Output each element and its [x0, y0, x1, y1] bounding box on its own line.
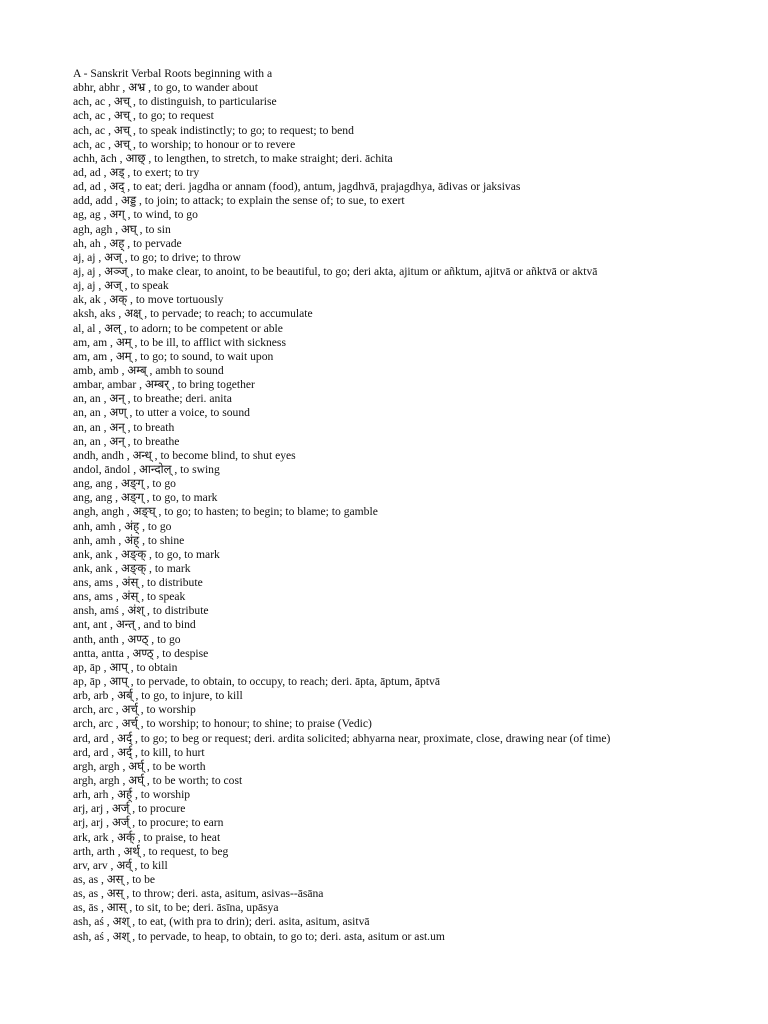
- root-entry-line: anh, amh , अंह् , to shine: [73, 533, 185, 547]
- root-entry-line: aj, aj , अज् , to speak: [73, 279, 169, 293]
- root-entry-line: ad, ad , अड् , to exert; to try: [73, 165, 200, 179]
- root-entry-line: ap, āp , आप् , to obtain: [73, 660, 178, 674]
- root-entry-line: arh, arh , अर्ह् , to worship: [73, 788, 191, 802]
- root-entry-line: am, am , अम् , to be ill, to afflict with sickness: [73, 335, 286, 349]
- root-entry-line: arch, arc , अर्च् , to worship; to honour; to shine; to praise (Vedic): [73, 717, 372, 731]
- document-page: [73, 67, 753, 944]
- root-entry-line: ach, ac , अच् , to go; to request: [73, 109, 214, 123]
- root-entry-line: aksh, aks , अक्ष् , to pervade; to reach; to accumulate: [73, 307, 313, 321]
- root-entry-line: ambar, ambar , अम्बर् , to bring together: [73, 378, 255, 392]
- root-entry-line: ah, ah , अह् , to pervade: [73, 236, 182, 250]
- root-entry-line: aj, aj , अञ्ज् , to make clear, to anoint, to be beautiful, to go; deri akta, ajitum or añktum, ajitvā or añktvā or aktvā: [73, 264, 598, 278]
- root-entry-line: argh, argh , अर्घ् , to be worth; to cost: [73, 774, 243, 788]
- root-entry-line: ach, ac , अच् , to distinguish, to particularise: [73, 95, 277, 109]
- root-entry-line: ad, ad , अद् , to eat; deri. jagdha or annam (food), antum, jagdhvā, prajagdhya, ādivas or jaksivas: [73, 180, 521, 194]
- root-entry-line: arch, arc , अर्च् , to worship: [73, 703, 196, 717]
- document-title: A - Sanskrit Verbal Roots beginning with a: [73, 67, 273, 80]
- root-entry-line: al, al , अल् , to adorn; to be competent or able: [73, 321, 283, 335]
- root-entry-line: arv, arv , अर्व् , to kill: [73, 858, 168, 872]
- root-entry-line: ank, ank , अङ्क् , to go, to mark: [73, 547, 220, 561]
- root-entry-line: amb, amb , अम्ब् , ambh to sound: [73, 363, 224, 377]
- root-entry-line: ach, ac , अच् , to speak indistinctly; to go; to request; to bend: [73, 123, 354, 137]
- root-entry-line: as, as , अस् , to be: [73, 873, 156, 887]
- root-entry-line: am, am , अम् , to go; to sound, to wait upon: [73, 349, 274, 363]
- root-entry-line: ap, āp , आप् , to pervade, to obtain, to occupy, to reach; deri. āpta, āptum, āptvā: [73, 675, 440, 689]
- root-entry-line: add, add , अड्ड , to join; to attack; to explain the sense of; to sue, to exert: [73, 194, 405, 208]
- root-entry-line: agh, agh , अघ् , to sin: [73, 222, 171, 236]
- root-entry-line: abhr, abhr , अभ्र , to go, to wander about: [73, 81, 258, 95]
- root-entry-line: ach, ac , अच् , to worship; to honour or to revere: [73, 137, 296, 151]
- root-entry-line: as, as , अस् , to throw; deri. asta, asitum, asivas--āsāna: [73, 887, 324, 901]
- root-entry-line: ag, ag , अग् , to wind, to go: [73, 208, 198, 222]
- root-entry-line: anh, amh , अंह् , to go: [73, 519, 172, 533]
- root-entry-line: ans, ams , अंस् , to speak: [73, 590, 186, 604]
- root-entry-line: aj, aj , अज् , to go; to drive; to throw: [73, 250, 241, 264]
- root-entry-line: andh, andh , अन्ध् , to become blind, to shut eyes: [73, 448, 296, 462]
- root-entry-line: arj, arj , अर्ज् , to procure: [73, 802, 186, 816]
- root-entry-line: arb, arb , अर्ब् , to go, to injure, to kill: [73, 689, 243, 703]
- root-entry-line: ang, ang , अङ्ग् , to go, to mark: [73, 491, 218, 505]
- root-entry-line: argh, argh , अर्घ् , to be worth: [73, 759, 206, 773]
- root-entry-line: ash, aś , अश् , to eat, (with pra to drin); deri. asita, asitum, asitvā: [73, 915, 370, 929]
- root-entry-line: ans, ams , अंस् , to distribute: [73, 576, 203, 590]
- root-entry-line: as, ās , आस् , to sit, to be; deri. āsīna, upāsya: [73, 901, 279, 915]
- root-entry-line: arth, arth , अर्थ् , to request, to beg: [73, 844, 229, 858]
- root-entry-line: an, an , अन् , to breathe: [73, 434, 180, 448]
- root-entry-line: achh, āch , आछ् , to lengthen, to stretch, to make straight; deri. āchita: [73, 151, 393, 165]
- root-entry-line: ak, ak , अक् , to move tortuously: [73, 293, 224, 307]
- root-entry-line: antta, antta , अण्ठ् , to despise: [73, 646, 209, 660]
- root-entry-line: arj, arj , अर्ज् , to procure; to earn: [73, 816, 224, 830]
- root-entry-line: ant, ant , अन्त् , and to bind: [73, 618, 196, 632]
- root-entry-line: andol, āndol , आन्दोल् , to swing: [73, 462, 220, 476]
- root-entry-line: ansh, amś , अंश् , to distribute: [73, 604, 209, 618]
- root-entry-line: an, an , अन् , to breath: [73, 420, 175, 434]
- root-entry-line: an, an , अन् , to breathe; deri. anita: [73, 392, 232, 406]
- root-entry-line: ard, ard , अर्द् , to go; to beg or request; deri. ardita solicited; abhyarna near, proximate, close, drawing near (of time): [73, 731, 611, 745]
- root-entry-list: [73, 81, 753, 944]
- root-entry-line: an, an , अण् , to utter a voice, to sound: [73, 406, 250, 420]
- root-entry-line: angh, angh , अङ्घ् , to go; to hasten; to begin; to blame; to gamble: [73, 505, 378, 519]
- root-entry-line: ard, ard , अर्द् , to kill, to hurt: [73, 745, 205, 759]
- root-entry-line: ark, ark , अर्क् , to praise, to heat: [73, 830, 221, 844]
- root-entry-line: ash, aś , अश् , to pervade, to heap, to obtain, to go to; deri. asta, asitum or ast.um: [73, 929, 445, 943]
- root-entry-line: ang, ang , अङ्ग् , to go: [73, 477, 176, 491]
- root-entry-line: ank, ank , अङ्क् , to mark: [73, 561, 191, 575]
- root-entry-line: anth, anth , अण्ठ् , to go: [73, 632, 181, 646]
